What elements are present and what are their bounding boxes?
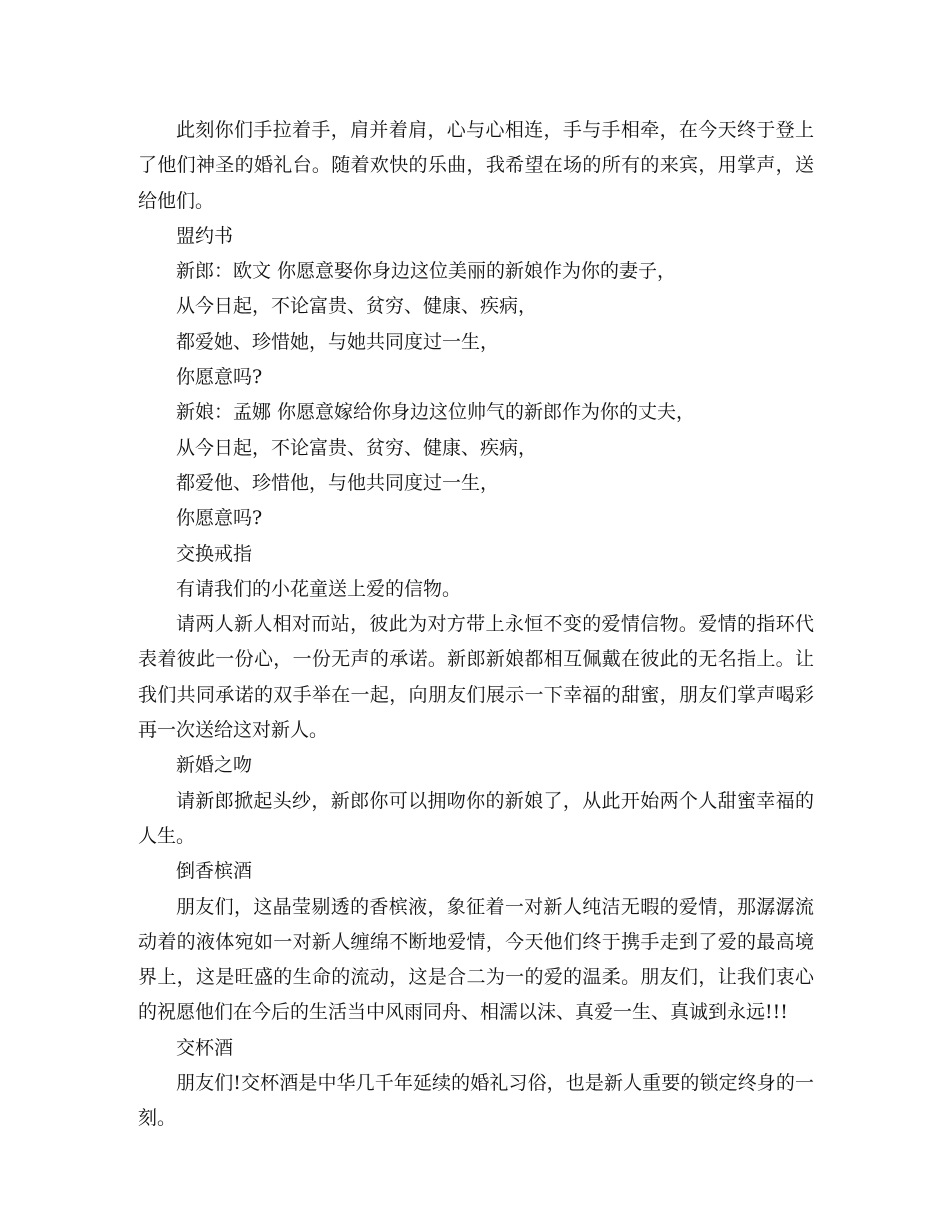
heading-champagne: 倒香槟酒 <box>176 860 253 883</box>
heading-vows: 盟约书 <box>176 224 234 247</box>
paragraph-wedding-kiss: 请新郎掀起头纱，新郎你可以拥吻你的新娘了，从此开始两个人甜蜜幸福的人生。 <box>138 789 814 847</box>
bride-vow-line-3: 都爱他、珍惜他，与他共同度过一生， <box>176 471 500 494</box>
paragraph-champagne: 朋友们，这晶莹剔透的香槟液，象征着一对新人纯洁无暇的爱情，那潺潺流动着的液体宛如一对新人缠绵不断地爱情，今天他们终于携手走到了爱的最高境界上，这是旺盛的生命的流动，这是合二为一的爱的温柔。朋友们，让我们衷心的祝愿他们在今后的生活当中风雨同舟、相濡以沫、真爱一生、真诚到永远!!! <box>138 895 814 1024</box>
paragraph-cross-cup-wine: 朋友们!交杯酒是中华几千年延续的婚礼习俗，也是新人重要的锁定终身的一刻。 <box>138 1072 814 1130</box>
groom-vow-question: 你愿意吗? <box>176 366 263 389</box>
heading-cross-cup-wine: 交杯酒 <box>176 1036 234 1059</box>
bride-vow-question: 你愿意吗? <box>176 507 263 530</box>
groom-vow-line-2: 从今日起，不论富贵、贫穷、健康、疾病， <box>176 295 538 318</box>
paragraph-intro: 此刻你们手拉着手，肩并着肩，心与心相连，手与手相牵，在今天终于登上了他们神圣的婚礼台。随着欢快的乐曲，我希望在场的所有的来宾，用掌声，送给他们。 <box>138 119 814 212</box>
heading-wedding-kiss: 新婚之吻 <box>176 754 253 777</box>
bride-vow-line-1: 新娘：孟娜 你愿意嫁给你身边这位帅气的新郎作为你的丈夫， <box>176 401 696 424</box>
paragraph-ring-bearer: 有请我们的小花童送上爱的信物。 <box>176 577 462 600</box>
heading-ring-exchange: 交换戒指 <box>176 542 253 565</box>
paragraph-ring-exchange: 请两人新人相对而站，彼此为对方带上永恒不变的爱情信物。爱情的指环代表着彼此一份心，一份无声的承诺。新郎新娘都相互佩戴在彼此的无名指上。让我们共同承诺的双手举在一起，向朋友们展示一下幸福的甜蜜，朋友们掌声喝彩再一次送给这对新人。 <box>138 613 814 742</box>
bride-vow-line-2: 从今日起，不论富贵、贫穷、健康、疾病， <box>176 436 538 459</box>
document-body <box>138 113 814 1137</box>
groom-vow-line-1: 新郎：欧文 你愿意娶你身边这位美丽的新娘作为你的妻子， <box>176 260 677 283</box>
groom-vow-line-3: 都爱她、珍惜她，与她共同度过一生， <box>176 330 500 353</box>
